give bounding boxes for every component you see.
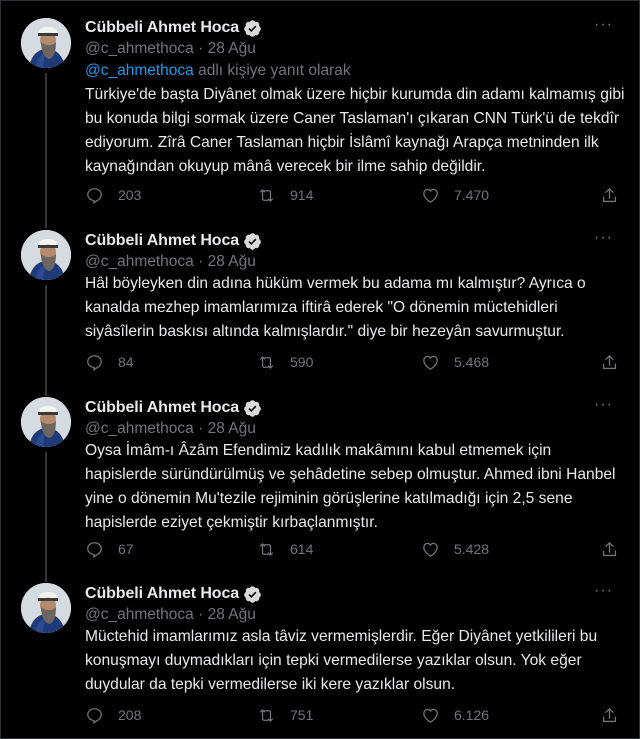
retweet-icon bbox=[257, 706, 276, 725]
author-name[interactable]: Cübbeli Ahmet Hoca bbox=[85, 232, 240, 249]
thread-connector-line bbox=[45, 452, 47, 582]
reply-icon bbox=[85, 353, 104, 372]
like-button[interactable] bbox=[421, 706, 489, 725]
reply-icon bbox=[85, 186, 104, 205]
tweet-text: Türkiye'de başta Diyânet olmak üzere hiçbir kurumda din adamı kalmamış gibi bu konuda bilgi sormak üzere Caner Taslaman'ı çıkaran CNN Türk'ü de tekdîr ediyorum. Zîrâ Caner Taslaman hiçbir İslâmî kaynağı Arapça metninden ilk kaynağından okuyup mânâ verecek bir ilme sahip değildir. bbox=[85, 86, 625, 175]
retweet-count: 751 bbox=[290, 707, 314, 723]
avatar[interactable] bbox=[21, 397, 71, 447]
tweet-actions bbox=[85, 704, 625, 726]
avatar-photo-icon bbox=[21, 397, 71, 447]
verified-badge-icon bbox=[243, 232, 262, 251]
like-count: 5.468 bbox=[454, 354, 490, 370]
reply-button[interactable] bbox=[85, 186, 141, 205]
reply-button[interactable] bbox=[85, 706, 141, 725]
tweet-text: Oysa İmâm-ı Âzâm Efendimiz kadılık makâmını kabul etmemek için hapislerde süründürülmüş ve şehâdetine sebep olmuştur. Ahmed ibni Hanbel yine o dönemin Mu'tezile rejiminin görüşlerine katılmadığı için 2,5 sene hapislerde eziyet çekmiştir kırbaçlanmıştır. bbox=[85, 442, 616, 531]
author-name[interactable]: Cübbeli Ahmet Hoca bbox=[85, 19, 240, 36]
retweet-count: 614 bbox=[290, 541, 314, 557]
like-count: 6.126 bbox=[454, 707, 490, 723]
reply-context bbox=[85, 59, 619, 83]
like-count: 5.428 bbox=[454, 541, 490, 557]
share-icon bbox=[600, 353, 619, 372]
handle-and-date: @c_ahmethoca · 28 Ağu bbox=[85, 606, 256, 623]
heart-icon bbox=[421, 540, 440, 559]
reply-icon bbox=[85, 540, 104, 559]
tweet-text: Hâl böyleyken din adına hüküm vermek bu adama mı kalmıştır? Ayrıca o kanalda mezhep imamlarımıza iftirâ ederek "O dönemin müctehidleri siyâsîlerin baskısı altında kalmışlardır." diye bir hezeyân savurmuştur. bbox=[85, 275, 586, 340]
retweet-icon bbox=[257, 540, 276, 559]
tweet-header bbox=[85, 16, 625, 179]
thread-connector-line bbox=[45, 73, 47, 228]
handle-and-date: @c_ahmethoca · 28 Ağu bbox=[85, 253, 256, 270]
share-button[interactable] bbox=[600, 540, 619, 559]
retweet-count: 914 bbox=[290, 187, 314, 203]
retweet-count: 590 bbox=[290, 354, 314, 370]
reply-count: 203 bbox=[118, 187, 142, 203]
verified-badge-icon bbox=[243, 585, 262, 604]
retweet-button[interactable] bbox=[257, 186, 313, 205]
tweet-2[interactable] bbox=[1, 227, 639, 395]
share-icon bbox=[600, 540, 619, 559]
tweet-text: Müctehid imamlarımız asla tâviz vermemişlerdir. Eğer Diyânet yetkilileri bu konuşmayı duymadıkları için tepki vermedilerse yazıklar olsun. Yok eğer duydular da tepki vermedilerse iki kere yazıklar olsun. bbox=[85, 628, 598, 693]
tweet-4[interactable] bbox=[1, 581, 639, 738]
tweet-actions bbox=[85, 538, 625, 560]
retweet-icon bbox=[257, 353, 276, 372]
reply-icon bbox=[85, 706, 104, 725]
thread-connector-line bbox=[45, 285, 47, 396]
verified-badge-icon bbox=[243, 19, 262, 38]
author-name[interactable]: Cübbeli Ahmet Hoca bbox=[85, 399, 240, 416]
avatar[interactable] bbox=[21, 18, 71, 68]
tweet-3[interactable] bbox=[1, 395, 639, 581]
avatar-photo-icon bbox=[21, 230, 71, 280]
like-button[interactable] bbox=[421, 540, 489, 559]
share-button[interactable] bbox=[600, 186, 619, 205]
share-icon bbox=[600, 186, 619, 205]
like-button[interactable] bbox=[421, 353, 489, 372]
avatar[interactable] bbox=[21, 230, 71, 280]
more-options-button[interactable]: ··· bbox=[594, 582, 613, 599]
share-button[interactable] bbox=[600, 706, 619, 725]
reply-button[interactable] bbox=[85, 540, 134, 559]
verified-badge-icon bbox=[243, 399, 262, 418]
reply-context-text: adlı kişiye yanıt olarak bbox=[193, 62, 351, 79]
avatar-photo-icon bbox=[21, 583, 71, 633]
more-options-button[interactable]: ··· bbox=[594, 229, 613, 246]
tweet-1[interactable] bbox=[1, 1, 639, 227]
heart-icon bbox=[421, 353, 440, 372]
more-options-button[interactable]: ··· bbox=[594, 396, 613, 413]
retweet-button[interactable] bbox=[257, 353, 313, 372]
reply-count: 208 bbox=[118, 707, 142, 723]
retweet-button[interactable] bbox=[257, 706, 313, 725]
tweet-actions bbox=[85, 351, 625, 373]
tweet-header bbox=[85, 583, 619, 697]
like-count: 7.470 bbox=[454, 187, 490, 203]
reply-count: 67 bbox=[118, 541, 134, 557]
retweet-icon bbox=[257, 186, 276, 205]
tweet-header bbox=[85, 230, 619, 344]
retweet-button[interactable] bbox=[257, 540, 313, 559]
share-icon bbox=[600, 706, 619, 725]
tweet-actions bbox=[85, 184, 625, 206]
more-options-button[interactable]: ··· bbox=[594, 16, 613, 33]
tweet-header bbox=[85, 397, 619, 535]
handle-and-date: @c_ahmethoca · 28 Ağu bbox=[85, 420, 256, 437]
author-name[interactable]: Cübbeli Ahmet Hoca bbox=[85, 585, 240, 602]
share-button[interactable] bbox=[600, 353, 619, 372]
avatar-photo-icon bbox=[21, 18, 71, 68]
heart-icon bbox=[421, 186, 440, 205]
reply-count: 84 bbox=[118, 354, 134, 370]
reply-button[interactable] bbox=[85, 353, 134, 372]
avatar[interactable] bbox=[21, 583, 71, 633]
like-button[interactable] bbox=[421, 186, 489, 205]
reply-mention-link[interactable]: @c_ahmethoca bbox=[85, 62, 194, 79]
handle-and-date: @c_ahmethoca · 28 Ağu bbox=[85, 40, 256, 57]
heart-icon bbox=[421, 706, 440, 725]
